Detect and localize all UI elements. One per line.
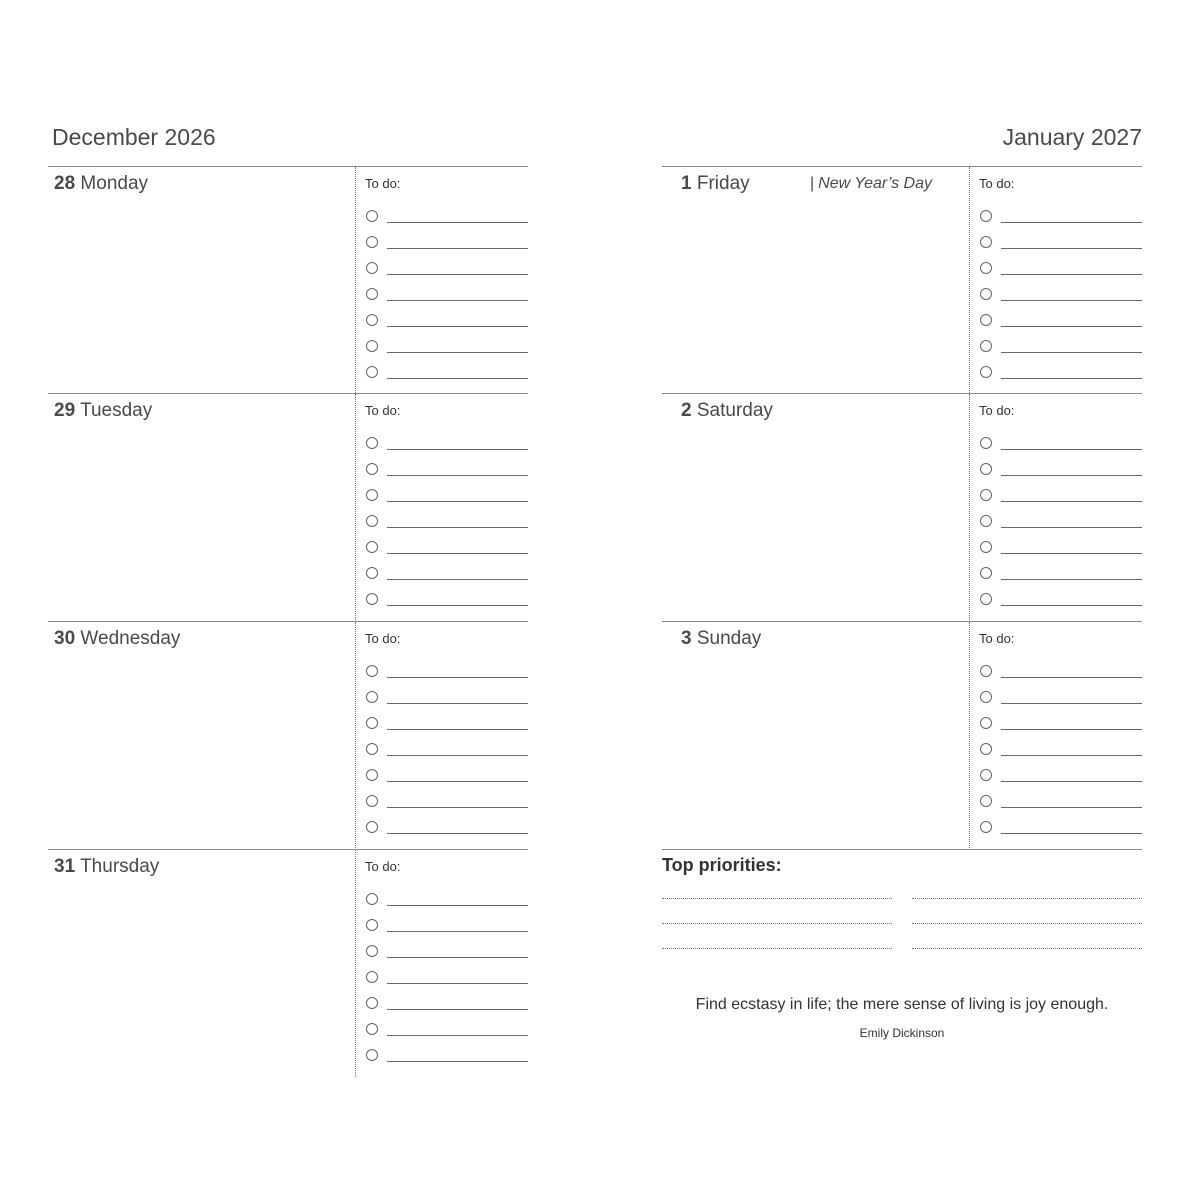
todo-item[interactable] bbox=[366, 792, 528, 810]
checkbox-circle-icon[interactable] bbox=[980, 463, 992, 475]
write-line bbox=[387, 677, 528, 678]
write-line bbox=[387, 781, 528, 782]
day-heading bbox=[681, 628, 761, 650]
day-heading bbox=[54, 173, 148, 195]
day-name: Sunday bbox=[696, 628, 762, 649]
day-block-28 bbox=[48, 166, 528, 393]
day-name: Thursday bbox=[80, 856, 160, 877]
checkbox-circle-icon[interactable] bbox=[980, 314, 992, 326]
day-number: 28 bbox=[54, 173, 76, 194]
todo-item[interactable] bbox=[980, 311, 1142, 329]
checkbox-circle-icon[interactable] bbox=[980, 437, 992, 449]
checkbox-circle-icon[interactable] bbox=[980, 515, 992, 527]
write-line bbox=[1001, 378, 1142, 379]
month-title: January 2027 bbox=[1002, 124, 1142, 150]
todo-list bbox=[355, 622, 528, 848]
write-line bbox=[387, 326, 528, 327]
checkbox-circle-icon[interactable] bbox=[980, 665, 992, 677]
day-heading bbox=[54, 856, 159, 878]
todo-item[interactable] bbox=[366, 714, 528, 732]
todo-item[interactable] bbox=[980, 460, 1142, 478]
checkbox-circle-icon[interactable] bbox=[980, 366, 992, 378]
write-line bbox=[1001, 605, 1142, 606]
checkbox-circle-icon[interactable] bbox=[366, 593, 378, 605]
checkbox-circle-icon[interactable] bbox=[980, 821, 992, 833]
write-line bbox=[1001, 703, 1142, 704]
checkbox-circle-icon[interactable] bbox=[366, 997, 378, 1009]
todo-item[interactable] bbox=[366, 564, 528, 582]
quote-author: Emily Dickinson bbox=[859, 1026, 945, 1040]
write-line bbox=[387, 605, 528, 606]
write-line bbox=[1001, 553, 1142, 554]
priority-line[interactable] bbox=[662, 948, 892, 949]
write-line bbox=[387, 807, 528, 808]
todo-item[interactable] bbox=[366, 233, 528, 251]
write-line bbox=[1001, 579, 1142, 580]
todo-item[interactable] bbox=[366, 766, 528, 784]
write-line bbox=[1001, 449, 1142, 450]
checkbox-circle-icon[interactable] bbox=[366, 515, 378, 527]
todo-item[interactable] bbox=[980, 792, 1142, 810]
todo-item[interactable] bbox=[980, 207, 1142, 225]
write-line bbox=[387, 1009, 528, 1010]
checkbox-circle-icon[interactable] bbox=[980, 769, 992, 781]
checkbox-circle-icon[interactable] bbox=[366, 919, 378, 931]
checkbox-circle-icon[interactable] bbox=[366, 489, 378, 501]
checkbox-circle-icon[interactable] bbox=[366, 893, 378, 905]
checkbox-circle-icon[interactable] bbox=[980, 691, 992, 703]
todo-item[interactable] bbox=[366, 311, 528, 329]
holiday-label bbox=[810, 175, 932, 193]
todo-item[interactable] bbox=[366, 1046, 528, 1064]
quote-text: Find ecstasy in life; the mere sense of living is joy enough. bbox=[695, 996, 1109, 1013]
todo-item[interactable] bbox=[366, 740, 528, 758]
todo-item[interactable] bbox=[980, 285, 1142, 303]
checkbox-circle-icon[interactable] bbox=[980, 743, 992, 755]
write-line bbox=[1001, 527, 1142, 528]
write-line bbox=[387, 1035, 528, 1036]
write-line bbox=[1001, 222, 1142, 223]
checkbox-circle-icon[interactable] bbox=[980, 489, 992, 501]
write-line bbox=[387, 475, 528, 476]
todo-item[interactable] bbox=[980, 259, 1142, 277]
priority-line[interactable] bbox=[662, 898, 892, 899]
day-name: Saturday bbox=[696, 400, 773, 421]
todo-item[interactable] bbox=[980, 564, 1142, 582]
todo-label: To do: bbox=[365, 176, 401, 191]
todo-item[interactable] bbox=[366, 363, 528, 381]
checkbox-circle-icon[interactable] bbox=[980, 567, 992, 579]
holiday-separator: | bbox=[810, 175, 815, 192]
todo-label: To do: bbox=[365, 403, 401, 418]
day-heading bbox=[681, 173, 750, 195]
checkbox-circle-icon[interactable] bbox=[366, 769, 378, 781]
day-name: Wednesday bbox=[80, 628, 181, 649]
checkbox-circle-icon[interactable] bbox=[366, 314, 378, 326]
write-line bbox=[387, 501, 528, 502]
holiday-name: New Year’s Day bbox=[818, 175, 932, 192]
todo-item[interactable] bbox=[980, 662, 1142, 680]
todo-item[interactable] bbox=[366, 890, 528, 908]
todo-item[interactable] bbox=[366, 662, 528, 680]
todo-item[interactable] bbox=[980, 486, 1142, 504]
day-number: 3 bbox=[681, 628, 692, 649]
priorities-title: Top priorities: bbox=[662, 855, 782, 875]
day-number: 29 bbox=[54, 400, 76, 421]
day-block-30 bbox=[48, 621, 528, 848]
day-heading bbox=[681, 400, 773, 422]
day-name: Friday bbox=[696, 173, 750, 194]
todo-item[interactable] bbox=[980, 740, 1142, 758]
write-line bbox=[387, 300, 528, 301]
day-name: Tuesday bbox=[80, 400, 153, 421]
day-block-1 bbox=[662, 166, 1142, 393]
todo-list bbox=[355, 394, 528, 620]
todo-item[interactable] bbox=[366, 688, 528, 706]
write-line bbox=[387, 579, 528, 580]
todo-item[interactable] bbox=[366, 538, 528, 556]
todo-item[interactable] bbox=[366, 590, 528, 608]
write-line bbox=[387, 957, 528, 958]
checkbox-circle-icon[interactable] bbox=[980, 541, 992, 553]
checkbox-circle-icon[interactable] bbox=[366, 1049, 378, 1061]
todo-list bbox=[969, 622, 1142, 848]
write-line bbox=[1001, 248, 1142, 249]
write-line bbox=[387, 833, 528, 834]
todo-list bbox=[969, 167, 1142, 393]
write-line bbox=[387, 527, 528, 528]
checkbox-circle-icon[interactable] bbox=[980, 288, 992, 300]
todo-item[interactable] bbox=[366, 434, 528, 452]
todo-item[interactable] bbox=[366, 994, 528, 1012]
todo-list bbox=[355, 167, 528, 393]
todo-list bbox=[355, 850, 528, 1077]
checkbox-circle-icon[interactable] bbox=[366, 691, 378, 703]
write-line bbox=[387, 449, 528, 450]
write-line bbox=[1001, 300, 1142, 301]
todo-item[interactable] bbox=[980, 714, 1142, 732]
day-block-2 bbox=[662, 393, 1142, 620]
checkbox-circle-icon[interactable] bbox=[980, 795, 992, 807]
checkbox-circle-icon[interactable] bbox=[366, 567, 378, 579]
write-line bbox=[387, 703, 528, 704]
todo-list bbox=[969, 394, 1142, 620]
write-line bbox=[1001, 475, 1142, 476]
checkbox-circle-icon[interactable] bbox=[366, 366, 378, 378]
todo-item[interactable] bbox=[980, 434, 1142, 452]
checkbox-circle-icon[interactable] bbox=[366, 463, 378, 475]
checkbox-circle-icon[interactable] bbox=[980, 262, 992, 274]
todo-label: To do: bbox=[979, 176, 1015, 191]
checkbox-circle-icon[interactable] bbox=[980, 717, 992, 729]
checkbox-circle-icon[interactable] bbox=[366, 945, 378, 957]
write-line bbox=[1001, 807, 1142, 808]
todo-label: To do: bbox=[979, 403, 1015, 418]
day-heading bbox=[54, 628, 180, 650]
todo-label: To do: bbox=[979, 631, 1015, 646]
priority-line[interactable] bbox=[912, 948, 1142, 949]
checkbox-circle-icon[interactable] bbox=[366, 665, 378, 677]
checkbox-circle-icon[interactable] bbox=[980, 593, 992, 605]
checkbox-circle-icon[interactable] bbox=[366, 971, 378, 983]
write-line bbox=[387, 553, 528, 554]
todo-item[interactable] bbox=[366, 486, 528, 504]
priority-line[interactable] bbox=[912, 923, 1142, 924]
checkbox-circle-icon[interactable] bbox=[980, 236, 992, 248]
write-line bbox=[1001, 352, 1142, 353]
todo-item[interactable] bbox=[366, 337, 528, 355]
todo-item[interactable] bbox=[980, 766, 1142, 784]
checkbox-circle-icon[interactable] bbox=[980, 210, 992, 222]
todo-item[interactable] bbox=[366, 916, 528, 934]
checkbox-circle-icon[interactable] bbox=[366, 821, 378, 833]
todo-item[interactable] bbox=[980, 233, 1142, 251]
write-line bbox=[387, 222, 528, 223]
write-line bbox=[1001, 326, 1142, 327]
write-line bbox=[1001, 781, 1142, 782]
day-name: Monday bbox=[80, 173, 149, 194]
day-number: 2 bbox=[681, 400, 692, 421]
day-block-29 bbox=[48, 393, 528, 620]
todo-item[interactable] bbox=[366, 1020, 528, 1038]
checkbox-circle-icon[interactable] bbox=[366, 340, 378, 352]
write-line bbox=[387, 248, 528, 249]
write-line bbox=[1001, 729, 1142, 730]
priority-line[interactable] bbox=[912, 898, 1142, 899]
todo-item[interactable] bbox=[980, 590, 1142, 608]
todo-item[interactable] bbox=[980, 538, 1142, 556]
write-line bbox=[387, 352, 528, 353]
todo-label: To do: bbox=[365, 631, 401, 646]
checkbox-circle-icon[interactable] bbox=[366, 1023, 378, 1035]
write-line bbox=[387, 378, 528, 379]
todo-item[interactable] bbox=[980, 337, 1142, 355]
todo-item[interactable] bbox=[980, 688, 1142, 706]
todo-label: To do: bbox=[365, 859, 401, 874]
write-line bbox=[387, 274, 528, 275]
write-line bbox=[387, 729, 528, 730]
todo-item[interactable] bbox=[980, 818, 1142, 836]
todo-item[interactable] bbox=[366, 207, 528, 225]
day-number: 1 bbox=[681, 173, 692, 194]
write-line bbox=[387, 755, 528, 756]
todo-item[interactable] bbox=[366, 460, 528, 478]
day-number: 31 bbox=[54, 856, 76, 877]
todo-item[interactable] bbox=[980, 512, 1142, 530]
day-block-3 bbox=[662, 621, 1142, 848]
todo-item[interactable] bbox=[980, 363, 1142, 381]
write-line bbox=[1001, 274, 1142, 275]
write-line bbox=[1001, 833, 1142, 834]
checkbox-circle-icon[interactable] bbox=[366, 717, 378, 729]
write-line bbox=[387, 905, 528, 906]
todo-item[interactable] bbox=[366, 818, 528, 836]
write-line bbox=[387, 1061, 528, 1062]
checkbox-circle-icon[interactable] bbox=[366, 262, 378, 274]
checkbox-circle-icon[interactable] bbox=[366, 210, 378, 222]
write-line bbox=[1001, 501, 1142, 502]
todo-item[interactable] bbox=[366, 968, 528, 986]
day-number: 30 bbox=[54, 628, 76, 649]
checkbox-circle-icon[interactable] bbox=[366, 743, 378, 755]
month-title: December 2026 bbox=[52, 124, 216, 150]
checkbox-circle-icon[interactable] bbox=[366, 236, 378, 248]
checkbox-circle-icon[interactable] bbox=[366, 541, 378, 553]
checkbox-circle-icon[interactable] bbox=[366, 288, 378, 300]
day-block-31 bbox=[48, 849, 528, 1076]
write-line bbox=[1001, 677, 1142, 678]
todo-item[interactable] bbox=[366, 942, 528, 960]
section-divider bbox=[662, 849, 1142, 850]
checkbox-circle-icon[interactable] bbox=[980, 340, 992, 352]
todo-item[interactable] bbox=[366, 512, 528, 530]
write-line bbox=[387, 983, 528, 984]
todo-item[interactable] bbox=[366, 285, 528, 303]
write-line bbox=[1001, 755, 1142, 756]
write-line bbox=[387, 931, 528, 932]
checkbox-circle-icon[interactable] bbox=[366, 437, 378, 449]
priority-line[interactable] bbox=[662, 923, 892, 924]
checkbox-circle-icon[interactable] bbox=[366, 795, 378, 807]
day-heading bbox=[54, 400, 152, 422]
todo-item[interactable] bbox=[366, 259, 528, 277]
